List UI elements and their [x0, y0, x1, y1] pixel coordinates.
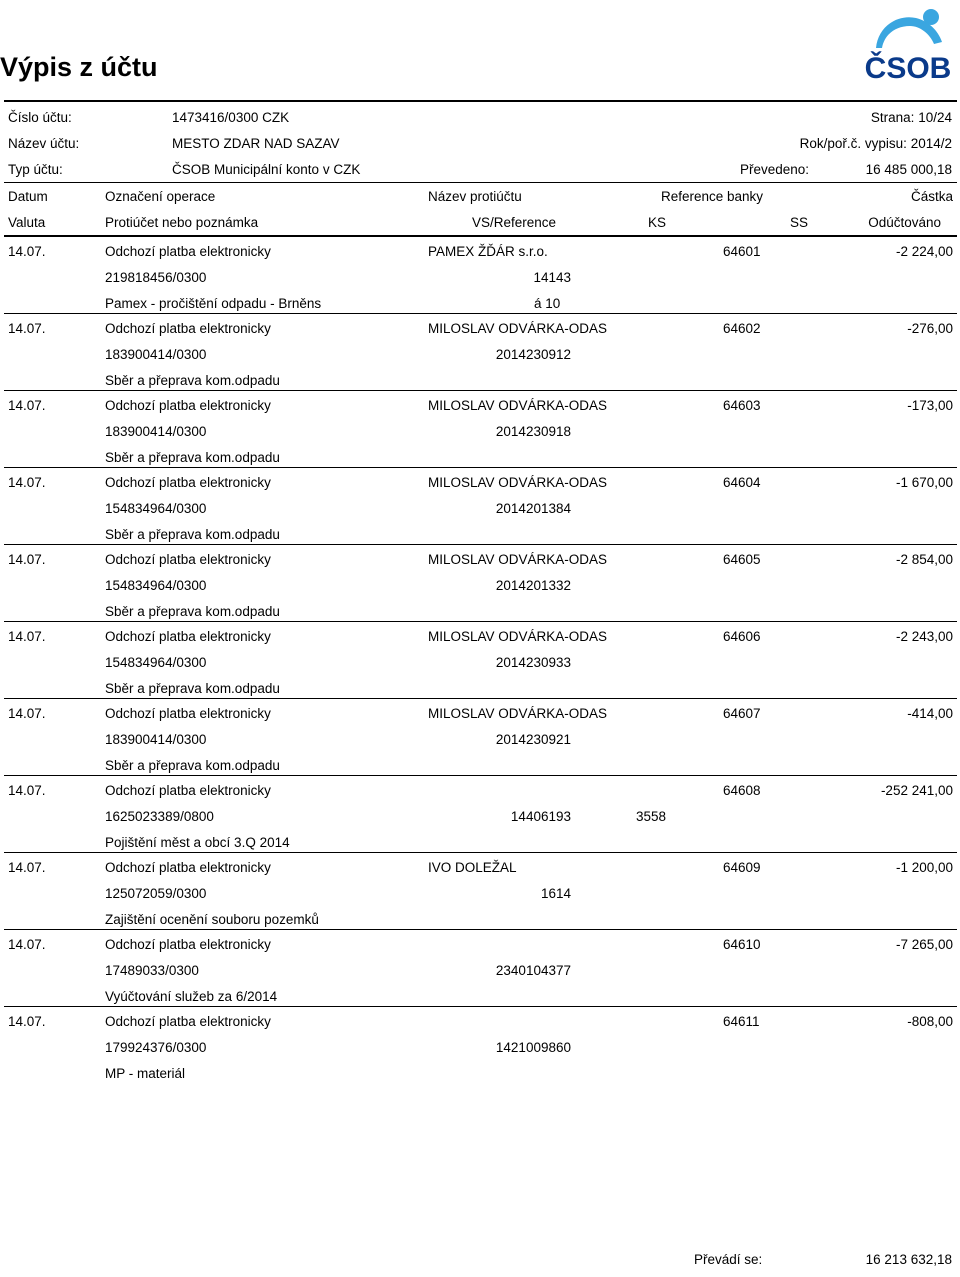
- txn-operation: Odchozí platba elektronicky: [105, 937, 271, 952]
- table-row: [4, 775, 957, 853]
- txn-date: 14.07.: [8, 475, 46, 490]
- txn-vs: 1421009860: [495, 1040, 571, 1055]
- col-vs: VS/Reference: [472, 215, 557, 230]
- top-rule: [4, 100, 957, 102]
- col-operation: Označení operace: [105, 189, 216, 204]
- txn-counterparty: MILOSLAV ODVÁRKA-ODAS: [428, 552, 608, 567]
- txn-operation: Odchozí platba elektronicky: [105, 629, 271, 644]
- col-date: Datum: [8, 189, 48, 204]
- txn-operation: Odchozí platba elektronicky: [105, 552, 271, 567]
- account-type: ČSOB Municipální konto v CZK: [172, 162, 361, 177]
- txn-vs: 2014230912: [495, 347, 571, 362]
- table-row: [4, 698, 957, 776]
- txn-note: Vyúčtování služeb za 6/2014: [105, 989, 278, 1004]
- txn-amount: -414,00: [907, 706, 953, 721]
- table-row: [4, 1006, 957, 1084]
- txn-counter-account: 1625023389/0800: [105, 809, 214, 824]
- txn-date: 14.07.: [8, 629, 46, 644]
- col-ks: KS: [648, 215, 667, 230]
- txn-amount: -252 241,00: [880, 783, 953, 798]
- txn-note: Sběr a přeprava kom.odpadu: [105, 681, 280, 696]
- table-row: [4, 236, 957, 314]
- transferred-label: Převedeno:: [740, 162, 810, 177]
- carry-label: Převádí se:: [694, 1252, 763, 1267]
- txn-counter-account: 125072059/0300: [105, 886, 207, 901]
- txn-operation: Odchozí platba elektronicky: [105, 244, 271, 259]
- txn-counter-account: 17489033/0300: [105, 963, 199, 978]
- col-bank-ref: Reference banky: [661, 189, 764, 204]
- txn-counterparty: MILOSLAV ODVÁRKA-ODAS: [428, 475, 608, 490]
- txn-vs: 2014201384: [495, 501, 571, 516]
- txn-counterparty: IVO DOLEŽAL: [428, 860, 517, 875]
- txn-note: Sběr a přeprava kom.odpadu: [105, 527, 280, 542]
- table-row: [4, 929, 957, 1007]
- txn-vs: 2014230921: [495, 732, 571, 747]
- table-row: [4, 390, 957, 468]
- account-type-label: Typ účtu:: [8, 162, 63, 177]
- txn-date: 14.07.: [8, 321, 46, 336]
- txn-bank-ref: 64602: [723, 321, 761, 336]
- col-ss: SS: [790, 215, 809, 230]
- txn-vs: 2014230933: [495, 655, 571, 670]
- txn-bank-ref: 64604: [723, 475, 761, 490]
- txn-operation: Odchozí platba elektronicky: [105, 1014, 271, 1029]
- table-row: [4, 852, 957, 930]
- txn-date: 14.07.: [8, 1014, 46, 1029]
- col-amount: Částka: [910, 189, 953, 204]
- statement-year: Rok/poř.č. vypisu: 2014/2: [799, 136, 952, 151]
- col-counterparty: Název protiúčtu: [428, 189, 522, 204]
- txn-operation: Odchozí platba elektronicky: [105, 783, 271, 798]
- table-row: [4, 544, 957, 622]
- txn-vs: 1614: [540, 886, 571, 901]
- txn-counter-account: 183900414/0300: [105, 732, 207, 747]
- txn-bank-ref: 64611: [723, 1014, 760, 1029]
- txn-amount: -2 854,00: [895, 552, 953, 567]
- txn-bank-ref: 64608: [723, 783, 761, 798]
- txn-counter-account: 154834964/0300: [105, 578, 207, 593]
- account-number: 1473416/0300 CZK: [172, 110, 290, 125]
- txn-operation: Odchozí platba elektronicky: [105, 475, 271, 490]
- table-row: [4, 467, 957, 545]
- txn-bank-ref: 64606: [723, 629, 761, 644]
- txn-operation: Odchozí platba elektronicky: [105, 706, 271, 721]
- txn-bank-ref: 64601: [723, 244, 761, 259]
- txn-amount: -276,00: [907, 321, 953, 336]
- txn-date: 14.07.: [8, 783, 46, 798]
- txn-counterparty: MILOSLAV ODVÁRKA-ODAS: [428, 398, 608, 413]
- txn-counter-account: 183900414/0300: [105, 347, 207, 362]
- txn-note: Sběr a přeprava kom.odpadu: [105, 758, 280, 773]
- txn-amount: -173,00: [907, 398, 953, 413]
- page-title: Výpis z účtu: [0, 52, 158, 82]
- txn-date: 14.07.: [8, 706, 46, 721]
- txn-amount: -1 200,00: [895, 860, 953, 875]
- col-valuta: Valuta: [8, 215, 46, 230]
- txn-counter-account: 154834964/0300: [105, 655, 207, 670]
- transferred-value: 16 485 000,18: [865, 162, 952, 177]
- txn-counterparty: MILOSLAV ODVÁRKA-ODAS: [428, 629, 608, 644]
- txn-vs: 2014201332: [495, 578, 571, 593]
- csob-logo: [858, 4, 958, 84]
- txn-counter-account: 219818456/0300: [105, 270, 207, 285]
- txn-amount: -1 670,00: [895, 475, 953, 490]
- txn-note: MP - materiál: [105, 1066, 186, 1081]
- table-row: [4, 621, 957, 699]
- txn-bank-ref: 64607: [723, 706, 761, 721]
- txn-note: Pamex - pročištění odpadu - Brněns: [105, 296, 322, 311]
- txn-date: 14.07.: [8, 937, 46, 952]
- txn-note: Sběr a přeprava kom.odpadu: [105, 604, 280, 619]
- column-header: [4, 182, 957, 236]
- txn-vs: 2340104377: [495, 963, 571, 978]
- txn-ks: 3558: [636, 809, 667, 824]
- txn-note: Sběr a přeprava kom.odpadu: [105, 450, 280, 465]
- col-counter-account: Protiúčet nebo poznámka: [105, 215, 259, 230]
- txn-bank-ref: 64603: [723, 398, 761, 413]
- txn-bank-ref: 64609: [723, 860, 761, 875]
- txn-counter-account: 154834964/0300: [105, 501, 207, 516]
- txn-note: Pojištění měst a obcí 3.Q 2014: [105, 835, 290, 850]
- txn-operation: Odchozí platba elektronicky: [105, 321, 271, 336]
- txn-operation: Odchozí platba elektronicky: [105, 398, 271, 413]
- table-row: [4, 313, 957, 391]
- txn-amount: -7 265,00: [895, 937, 953, 952]
- txn-operation: Odchozí platba elektronicky: [105, 860, 271, 875]
- txn-amount: -2 224,00: [895, 244, 953, 259]
- txn-bank-ref: 64610: [723, 937, 761, 952]
- txn-amount: -2 243,00: [895, 629, 953, 644]
- txn-amount: -808,00: [907, 1014, 953, 1029]
- txn-counterparty: PAMEX ŽĎÁR s.r.o.: [428, 244, 548, 259]
- carry-value: 16 213 632,18: [865, 1252, 952, 1267]
- txn-note: Sběr a přeprava kom.odpadu: [105, 373, 280, 388]
- txn-note-2: á 10: [534, 296, 561, 311]
- account-name-label: Název účtu:: [8, 136, 80, 151]
- txn-date: 14.07.: [8, 398, 46, 413]
- col-settled: Odúčtováno: [868, 215, 941, 230]
- account-number-label: Číslo účtu:: [8, 110, 72, 125]
- txn-vs: 2014230918: [495, 424, 571, 439]
- txn-counter-account: 179924376/0300: [105, 1040, 207, 1055]
- account-name: MESTO ZDAR NAD SAZAV: [172, 136, 340, 151]
- txn-vs: 14406193: [510, 809, 571, 824]
- txn-counterparty: MILOSLAV ODVÁRKA-ODAS: [428, 706, 608, 721]
- txn-counter-account: 183900414/0300: [105, 424, 207, 439]
- txn-date: 14.07.: [8, 244, 46, 259]
- txn-vs: 14143: [533, 270, 571, 285]
- logo-text: ČSOB: [864, 52, 952, 84]
- txn-date: 14.07.: [8, 552, 46, 567]
- txn-date: 14.07.: [8, 860, 46, 875]
- txn-counterparty: MILOSLAV ODVÁRKA-ODAS: [428, 321, 608, 336]
- txn-bank-ref: 64605: [723, 552, 761, 567]
- page-indicator: Strana: 10/24: [870, 110, 952, 125]
- txn-note: Zajištění ocenění souboru pozemků: [105, 912, 319, 927]
